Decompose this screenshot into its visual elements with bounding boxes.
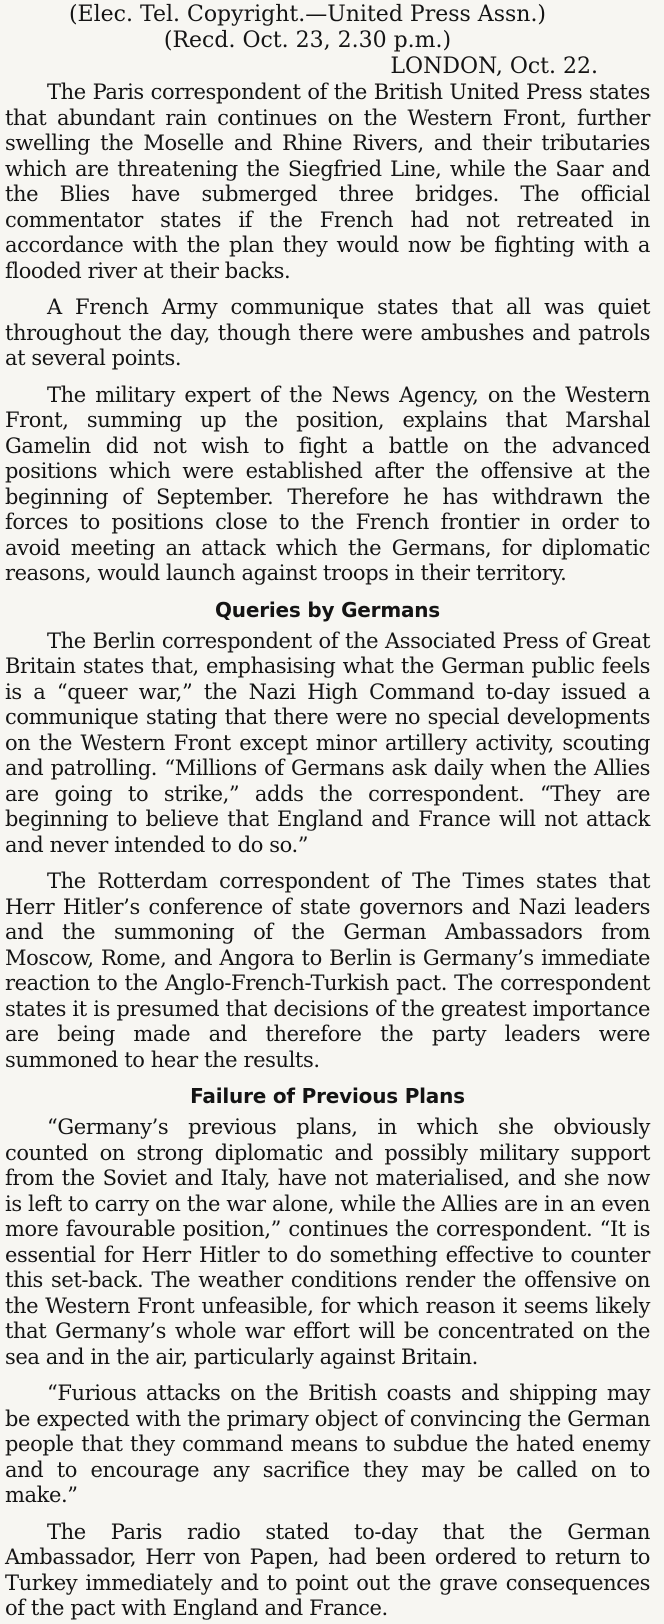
place-date-line: LONDON, Oct. 22. [390, 54, 598, 79]
subheading-queries-by-germans: Queries by Germans [215, 597, 440, 622]
copyright-line: (Elec. Tel. Copyright.—United Press Assn.) [68, 2, 547, 27]
paragraph-rotterdam-correspondent: The Rotterdam correspondent of The Times states that Herr Hitler’s conference of state governors and Nazi leaders and the summoning of the German Ambassadors from Moscow, Rome, and Angora to Berlin is Germany’s immediate reaction to the Anglo-French-Turkish pact. The correspondent states it is presumed that decisions of the greatest importance are being made and therefore the party leaders were summoned to hear the results. [5, 869, 650, 1072]
paragraph-furious-attacks: “Furious attacks on the British coasts and shipping may be expected with the primary object of convincing the German people that they command means to subdue the hated enemy and to encourage any sacrifice they may be called on to make.” [5, 1381, 650, 1507]
paragraph-paris-radio: The Paris radio stated to-day that the German Ambassador, Herr von Papen, had been ordered to return to Turkey immediately and to point out the grave consequences of the pact with England and France. [5, 1519, 650, 1620]
received-line: (Recd. Oct. 23, 2.30 p.m.) [163, 28, 452, 53]
subheading-failure-of-previous-plans: Failure of Previous Plans [190, 1084, 465, 1108]
paragraph-paris-correspondent: The Paris correspondent of the British United Press states that abundant rain continues on the Western Front, further swelling the Moselle and Rhine Rivers, and their tributaries which are threatening the Siegfried Line, while the Saar and the Blies have submerged three bridges. The official commentator states if the French had not retreated in accordance with the plan they would now be fighting with a flooded river at their backs. [5, 80, 650, 283]
paragraph-berlin-correspondent: The Berlin correspondent of the Associated Press of Great Britain states that, emphasising what the German public feels is a “queer war,” the Nazi High Command to-day issued a communique stating that there were no special developments on the Western Front except minor artillery activity, scouting and patrolling. “Millions of Germans ask daily when the Allies are going to strike,” adds the correspondent. “They are beginning to believe that England and France will not attack and never intended to do so.” [5, 628, 650, 857]
paragraph-previous-plans: “Germany’s previous plans, in which she obviously counted on strong diplomatic and possibly military support from the Soviet and Italy, have not materialised, and she now is left to carry on the war alone, while the Allies are in an even more favourable position,” continues the correspondent. “It is essential for Herr Hitler to do something effective to counter this set-back. The weather conditions render the offensive on the Western Front unfeasible, for which reason it seems likely that Germany’s whole war effort will be concentrated on the sea and in the air, particularly against Britain. [5, 1115, 650, 1369]
paragraph-army-communique: A French Army communique states that all was quiet throughout the day, though there were ambushes and patrols at several points. [5, 295, 650, 370]
paragraph-military-expert: The military expert of the News Agency, on the Western Front, summing up the position, explains that Marshal Gamelin did not wish to fight a battle on the advanced positions which were established after the offensive at the beginning of September. Therefore he has withdrawn the forces to positions close to the French frontier in order to avoid meeting an attack which the Germans, for diplomatic reasons, would launch against troops in their territory. [5, 382, 650, 585]
